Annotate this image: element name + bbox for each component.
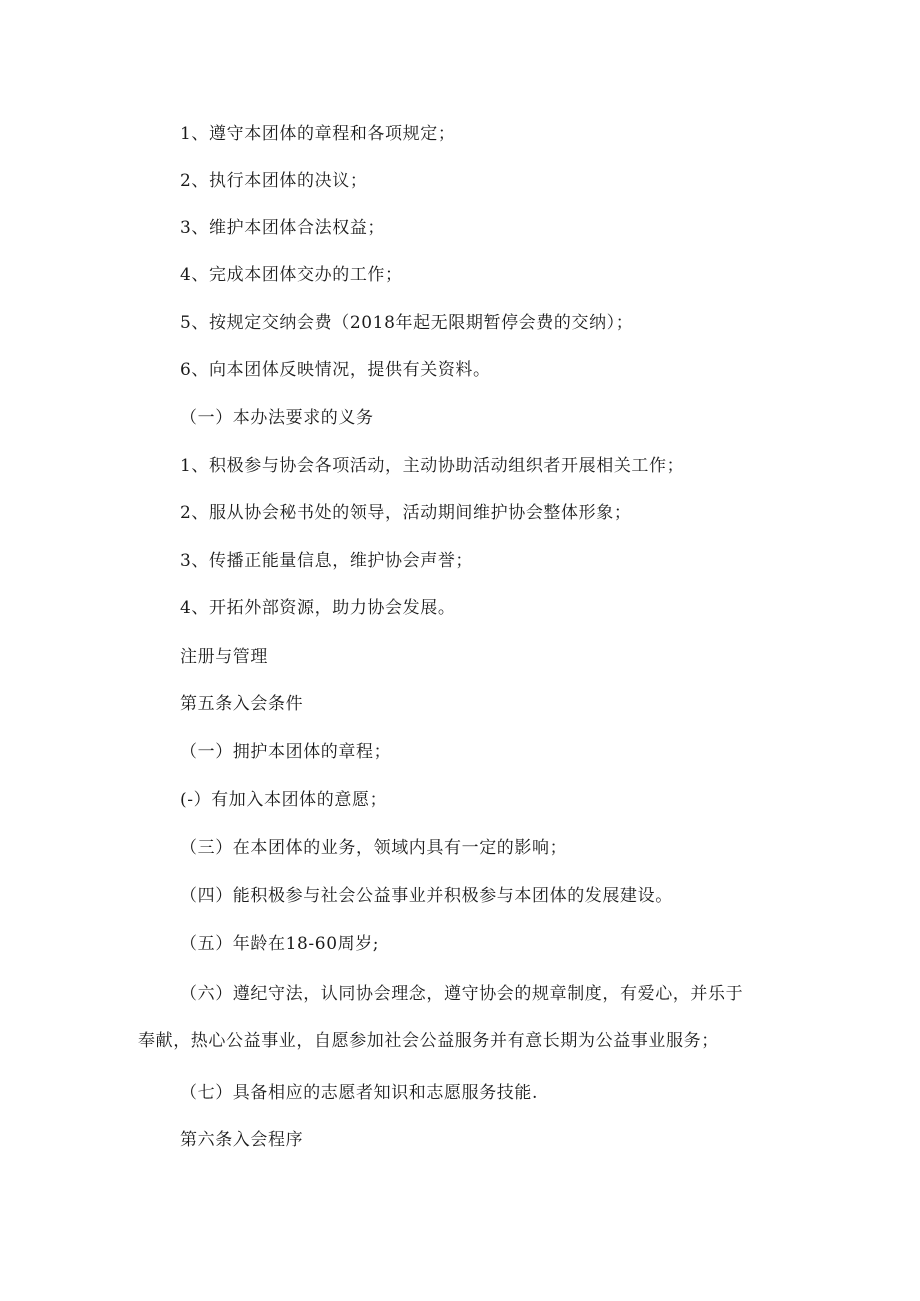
chapter-heading: 注册与管理 — [180, 647, 268, 667]
obligation-item-6: 6、向本团体反映情况，提供有关资料。 — [180, 360, 491, 380]
condition-item-3: （三）在本团体的业务，领域内具有一定的影响； — [180, 838, 568, 858]
condition-item-5: （五）年龄在18-60周岁; — [180, 934, 380, 954]
obligation-item-5: 5、按规定交纳会费（2018年起无限期暂停会费的交纳）； — [180, 313, 634, 333]
condition-item-2: (-）有加入本团体的意愿； — [180, 790, 388, 810]
article-6-heading: 第六条入会程序 — [180, 1130, 304, 1150]
article-5-heading: 第五条入会条件 — [180, 694, 304, 714]
duty-item-3: 3、传播正能量信息，维护协会声誉； — [180, 551, 474, 571]
obligation-item-3: 3、维护本团体合法权益； — [180, 218, 386, 238]
section-heading-obligations: （一）本办法要求的义务 — [180, 408, 374, 428]
condition-item-1: （一）拥护本团体的章程； — [180, 742, 392, 762]
duty-item-1: 1、积极参与协会各项活动，主动协助活动组织者开展相关工作； — [180, 456, 685, 476]
condition-item-6: （六）遵纪守法，认同协会理念，遵守协会的规章制度，有爱心，并乐于 — [180, 984, 744, 1004]
duty-item-2: 2、服从协会秘书处的领导，活动期间维护协会整体形象； — [180, 503, 632, 523]
obligation-item-4: 4、完成本团体交办的工作； — [180, 265, 403, 285]
condition-item-4: （四）能积极参与社会公益事业并积极参与本团体的发展建设。 — [180, 886, 673, 906]
duty-item-4: 4、开拓外部资源，助力协会发展。 — [180, 598, 456, 618]
condition-item-6-continued: 奉献，热心公益事业，自愿参加社会公益服务并有意长期为公益事业服务； — [138, 1031, 719, 1051]
obligation-item-2: 2、执行本团体的决议； — [180, 171, 368, 191]
condition-item-7: （七）具备相应的志愿者知识和志愿服务技能. — [180, 1083, 539, 1103]
obligation-item-1: 1、遵守本团体的章程和各项规定； — [180, 124, 456, 144]
